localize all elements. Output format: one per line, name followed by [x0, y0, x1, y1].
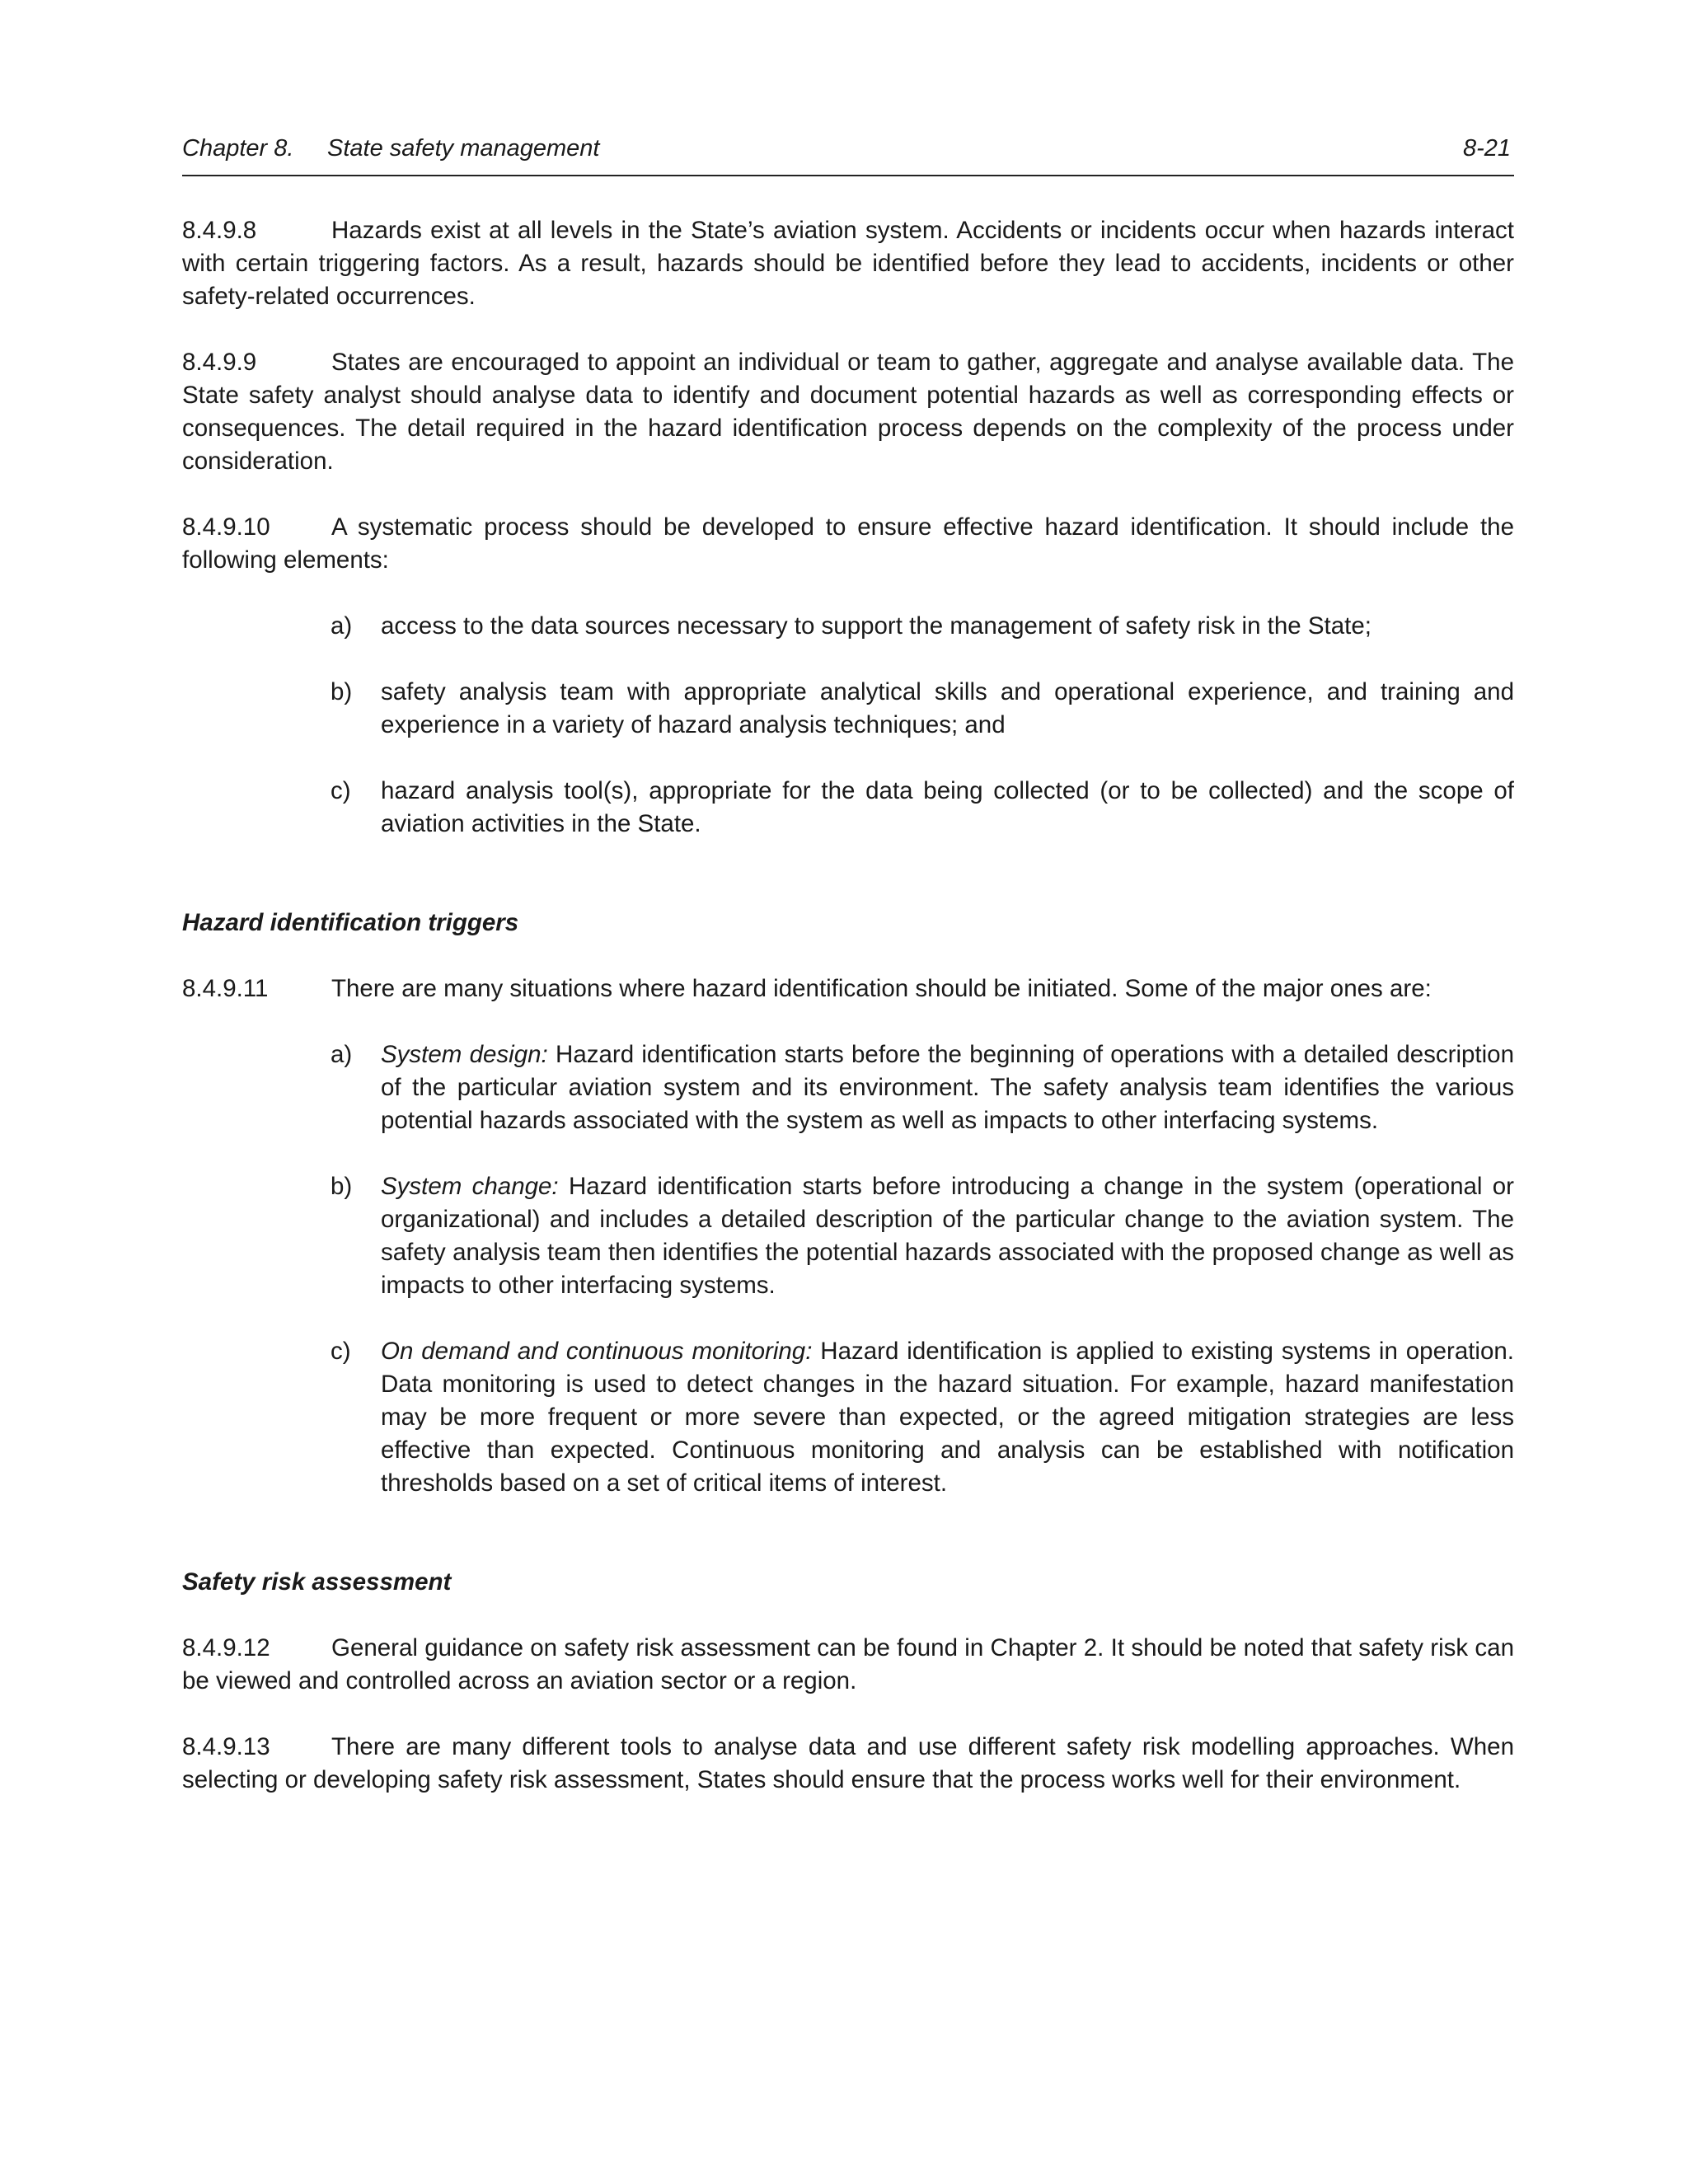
paragraph-8-4-9-12	[182, 1632, 1514, 1698]
paragraph-text: There are many situations where hazard identification should be initiated. Some of the major ones are:	[331, 975, 1432, 1002]
paragraph-8-4-9-10	[182, 511, 1514, 577]
list-item	[331, 1335, 1514, 1500]
section-heading-safety-risk-assessment: Safety risk assessment	[182, 1568, 452, 1596]
list-marker: c)	[331, 777, 351, 804]
list-item-lead: On demand and continuous monitoring:	[381, 1338, 813, 1365]
list-item-text: hazard analysis tool(s), appropriate for the data being collected (or to be collected) and the scope of aviation activities in the State.	[381, 777, 1514, 837]
chapter-number: Chapter 8.	[182, 135, 294, 162]
paragraph-8-4-9-9	[182, 346, 1514, 478]
list-marker: c)	[331, 1338, 351, 1365]
chapter-title	[182, 135, 599, 162]
paragraph-number: 8.4.9.10	[182, 513, 270, 541]
list-item-text: Hazard identification is applied to existing systems in operation. Data monitoring is used to detect changes in the hazard situation. For example, hazard manifestation may be more frequent or more severe than expected, or the agreed mitigation strategies are less effective than expected. Continuous monitoring and analysis can be established with notification thresholds based on a set of critical items of interest.	[381, 1338, 1514, 1497]
triggers-list	[331, 1038, 1514, 1500]
paragraph-number: 8.4.9.9	[182, 349, 257, 376]
chapter-name: State safety management	[327, 135, 600, 162]
paragraph-8-4-9-13	[182, 1731, 1514, 1797]
list-item	[331, 676, 1514, 742]
list-marker: b)	[331, 1173, 353, 1200]
list-item-text: Hazard identification starts before introducing a change in the system (operational or organizational) and includes a detailed description of the particular change to the aviation system. The safety analysis team then identifies the potential hazards associated with the proposed change as well as impacts to other interfacing systems.	[381, 1173, 1515, 1299]
document-body	[182, 214, 1514, 1830]
list-item-lead: System design:	[381, 1041, 548, 1068]
list-marker: a)	[331, 1041, 353, 1068]
paragraph-number: 8.4.9.11	[182, 975, 269, 1002]
paragraph-text: There are many different tools to analyse data and use different safety risk modelling approaches. When selecting or developing safety risk assessment, States should ensure that the process works well for their environment.	[182, 1733, 1514, 1793]
paragraph-8-4-9-8	[182, 214, 1514, 313]
list-item-text: access to the data sources necessary to support the management of safety risk in the State;	[381, 612, 1372, 640]
paragraph-number: 8.4.9.12	[182, 1634, 270, 1661]
paragraph-number: 8.4.9.13	[182, 1733, 270, 1760]
list-marker: b)	[331, 678, 353, 705]
section-heading-hazard-identification-triggers: Hazard identification triggers	[182, 909, 519, 936]
page-number: 8-21	[1462, 135, 1511, 162]
list-item-lead: System change:	[381, 1173, 559, 1200]
list-item	[331, 775, 1514, 841]
list-item	[331, 1038, 1514, 1137]
elements-list	[331, 610, 1514, 841]
paragraph-text: States are encouraged to appoint an individual or team to gather, aggregate and analyse available data. The State safety analyst should analyse data to identify and document potential hazards as well as corresponding effects or consequences. The detail required in the hazard identification process depends on the complexity of the process under consideration.	[182, 349, 1514, 475]
list-item	[331, 1170, 1514, 1302]
list-item-text: safety analysis team with appropriate analytical skills and operational experience, and training and experience in a variety of hazard analysis techniques; and	[381, 678, 1514, 738]
paragraph-text: Hazards exist at all levels in the State’s aviation system. Accidents or incidents occur when hazards interact with certain triggering factors. As a result, hazards should be identified before they lead to accidents, incidents or other safety-related occurrences.	[182, 217, 1514, 310]
paragraph-text: General guidance on safety risk assessment can be found in Chapter 2. It should be noted that safety risk can be viewed and controlled across an aviation sector or a region.	[182, 1634, 1514, 1694]
running-header	[182, 132, 1514, 176]
list-marker: a)	[331, 612, 353, 640]
paragraph-8-4-9-11	[182, 972, 1514, 1005]
list-item	[331, 610, 1514, 643]
list-item-text: Hazard identification starts before the beginning of operations with a detailed description of the particular aviation system and its environment. The safety analysis team identifies the various potential hazards associated with the system as well as impacts to other interfacing systems.	[381, 1041, 1514, 1134]
paragraph-number: 8.4.9.8	[182, 217, 257, 244]
paragraph-text: A systematic process should be developed to ensure effective hazard identification. It should include the following elements:	[182, 513, 1514, 574]
